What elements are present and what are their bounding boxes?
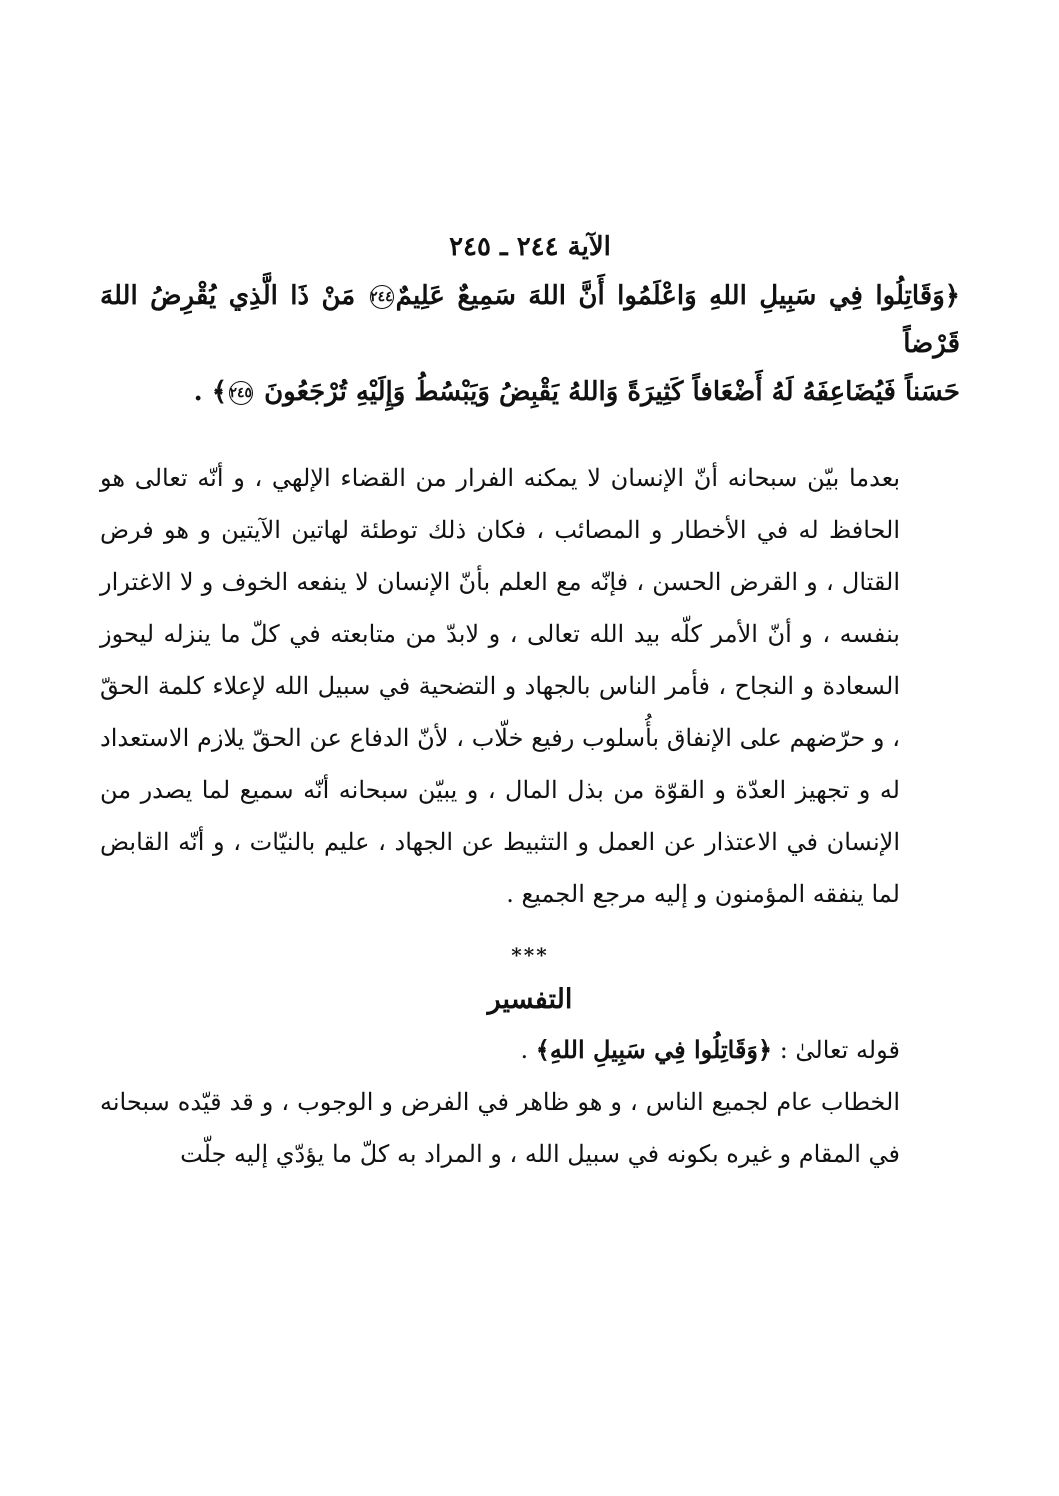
quoted-verse: ﴿وَقَاتِلُوا فِي سَبِيلِ اللهِ﴾ bbox=[535, 1035, 773, 1064]
section-separator: *** bbox=[511, 943, 549, 967]
commentary-paragraph: الخطاب عام لجميع الناس ، و هو ظاهر في الفرض و الوجوب ، و قد قيّده سبحانه في المقام و غيره بكونه في سبيل الله ، و المراد به كلّ ما يؤدّي إليه جلّت bbox=[100, 1088, 900, 1168]
verse-line-1-part-1: ﴿وَقَاتِلُوا فِي سَبِيلِ اللهِ وَاعْلَمُوا أَنَّ اللهَ سَمِيعٌ عَلِيمٌ bbox=[395, 281, 960, 311]
page-content bbox=[100, 230, 960, 1180]
section-title: التفسير bbox=[487, 984, 573, 1015]
verse-line-1 bbox=[100, 272, 960, 368]
quote-end: . bbox=[520, 1036, 536, 1064]
ayah-number-mark: ٢٤٤ bbox=[370, 285, 394, 309]
verse-heading: الآية ٢٤٤ ـ ٢٤٥ bbox=[449, 232, 611, 262]
ayah-number-mark: ٢٤٥ bbox=[229, 381, 253, 405]
verse-line-2 bbox=[100, 368, 960, 416]
verse-line-2-part-2: ﴾ . bbox=[193, 377, 228, 407]
intro-paragraph: بعدما بيّن سبحانه أنّ الإنسان لا يمكنه الفرار من القضاء الإلهي ، و أنّه تعالى هو الحافظ له في الأخطار و المصائب ، فكان ذلك توطئة لهاتين الآيتين و هو فرض القتال ، و القرض الحسن ، فإنّه مع العلم بأنّ الإنسان لا ينفعه الخوف و لا الاغترار بنفسه ، و أنّ الأمر كلّه بيد الله تعالى ، و لابدّ من متابعته في كلّ ما ينزله ليحوز السعادة و النجاح ، فأمر الناس بالجهاد و التضحية في سبيل الله لإعلاء كلمة الحقّ ، و حرّضهم على الإنفاق بأُسلوب رفيع خلّاب ، لأنّ الدفاع عن الحقّ يلازم الاستعداد له و تجهيز العدّة و القوّة من بذل المال ، و يبيّن سبحانه أنّه سميع لما يصدر من الإنسان في الاعتذار عن العمل و التثبيط عن الجهاد ، عليم بالنيّات ، و أنّه القابض لما ينفقه المؤمنون و إليه مرجع الجميع . bbox=[100, 464, 900, 908]
verse-line-2-part-1: حَسَناً فَيُضَاعِفَهُ لَهُ أَضْعَافاً كَثِيرَةً وَاللهُ يَقْبِضُ وَيَبْسُطُ وَإِلَيْهِ تُرْجَعُونَ bbox=[264, 377, 960, 407]
quran-verse bbox=[100, 272, 960, 416]
quote-line bbox=[100, 1024, 960, 1076]
verse-line-1-part-2: مَنْ ذَا الَّذِي يُقْرِضُ اللهَ قَرْضاً bbox=[100, 281, 960, 359]
quote-intro: قوله تعالىٰ : bbox=[772, 1036, 900, 1064]
